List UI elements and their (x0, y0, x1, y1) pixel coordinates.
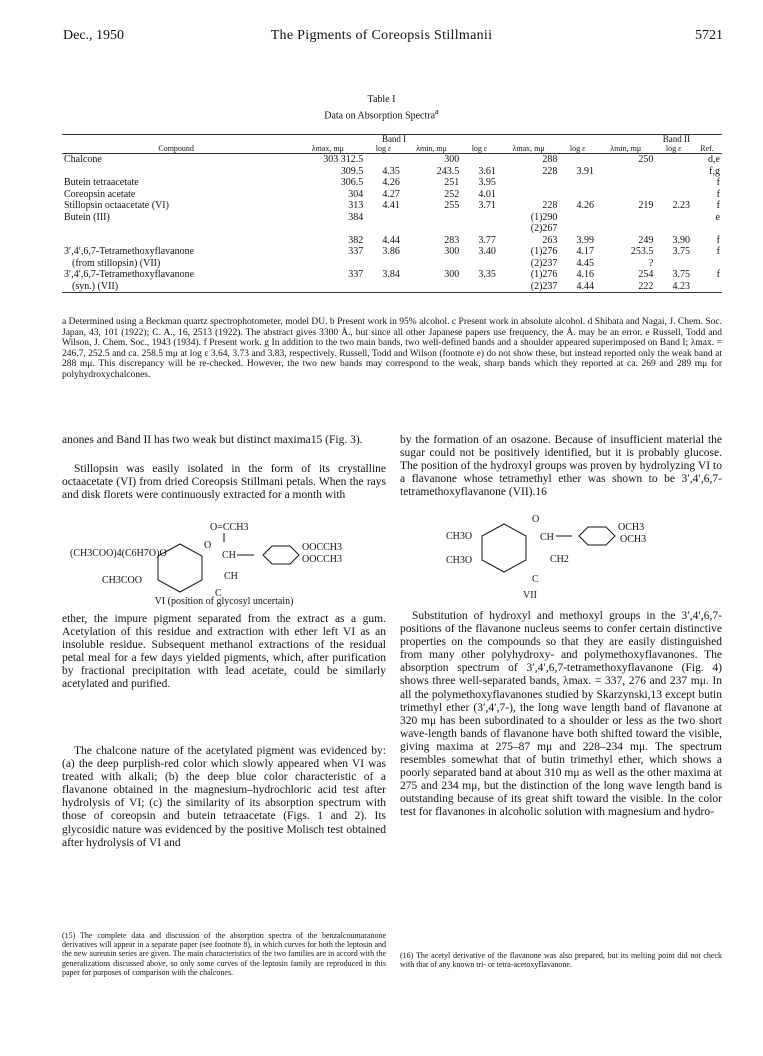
col-lmin-2: λmin, mμ (610, 144, 642, 153)
value-cell: (1)290 (530, 211, 558, 223)
left-paragraph-1: anones and Band II has two weak but distinct maxima15 (Fig. 3). (62, 434, 363, 446)
value-cell: 3.86 (382, 246, 400, 257)
value-cell: 2.23 (672, 200, 690, 211)
value-cell (655, 212, 692, 224)
value-cell: 304 (348, 188, 364, 200)
col-lmax-2: λmax, mμ (512, 144, 545, 153)
vi-label-acetoxy-left: CH3COO (102, 575, 143, 586)
value-cell (365, 154, 402, 166)
value-cell (655, 166, 692, 178)
structure-vii (440, 508, 720, 588)
col-loge-4: log ε (665, 144, 682, 153)
value-cell: f (716, 188, 720, 200)
value-cell (692, 281, 722, 293)
value-cell: 222 (638, 280, 654, 292)
vii-ring-b (579, 527, 615, 545)
value-cell: f (716, 177, 720, 188)
value-cell: 253.5 (630, 246, 654, 257)
value-cell: 382 (348, 234, 364, 246)
structure-vi (62, 520, 386, 600)
header-page-number: 5721 (695, 28, 723, 43)
value-cell: 303 312.5 (323, 154, 364, 165)
right-paragraph-1: by the formation of an osazone. Because of insufficient material the sugar could not be positively identified, but it is probably glucose. The position of the hydroxyl groups was proven by hydrolyzing VI to a flavanone whose tetramethyl ether was shown to be 3′,4′,6,7-tetramethoxyflavanone (VII).16 (400, 434, 722, 499)
vi-label-o-ring: O (204, 540, 212, 551)
left-paragraph-3: ether, the impure pigment separated from the extract as a gum. Acetylation of this residue and extraction with ether left VI as an insoluble residue. Subsequent methanol extractions of the residual petal meal for a few days yielded pigments, which, after purification by fractional precipitation with lead acetate, could be similarly acetylated and purified. (62, 613, 386, 691)
left-paragraph-4: The chalcone nature of the acetylated pigment was evidenced by: (a) the deep purplish-red color which slowly appeared when VI was treated with alkali; (b) the deep blue color characteristic of a flavanone obtained in the magnesium–hydrochloric acid test after hydrolysis of VI; (c) the similarity of its absorption spectrum with those of coreopsin and butein tetraacetate (Figs. 1 and 2). Its glycosidic nature was evidenced by the positive Molisch test obtained after hydrolysis of VI and (62, 745, 386, 849)
table-row (62, 235, 722, 247)
table-row (62, 258, 722, 270)
table-row (62, 166, 722, 178)
value-cell (559, 189, 596, 201)
table-row (62, 189, 722, 201)
footnote-16: (16) The acetyl derivative of the flavanone was also prepared, but its melting point did not check with that of any known tri- or tetra-acetoxyflavanone. (400, 951, 722, 970)
compound-cell (62, 223, 290, 235)
compound-cell: (from stillopsin) (VII) (72, 257, 161, 269)
value-cell: 3.90 (672, 234, 690, 246)
compound-cell: Butein (III) (64, 211, 110, 223)
value-cell (655, 189, 692, 201)
value-cell: 4.26 (382, 177, 400, 188)
value-cell: 249 (638, 234, 654, 246)
value-cell (559, 177, 596, 189)
value-cell: 3.99 (576, 234, 595, 246)
band1-header: Band I (381, 134, 407, 144)
value-cell: 255 (444, 200, 460, 211)
table-title: Data on Absorption Spectra$^a$ (324, 107, 439, 122)
vii-label-ch3o-1: CH3O (446, 531, 473, 542)
value-cell: 250 (638, 154, 654, 165)
vi-label-top: O=CCH3 (210, 522, 249, 533)
value-cell (655, 258, 692, 270)
value-cell: 3.75 (672, 246, 690, 257)
compound-cell (62, 166, 290, 178)
table-row (62, 212, 722, 224)
vi-label-ch-upper: CH (222, 550, 236, 561)
value-cell (498, 177, 560, 189)
value-cell: 300 (444, 246, 460, 257)
col-loge-2: log ε (471, 144, 488, 153)
value-cell (365, 223, 402, 235)
value-cell: f,g (709, 165, 720, 177)
left-paragraph-2: Stillopsin was easily isolated in the form of its crystalline octaacetate (VI) from dried Coreopsis Stillmani petals. When the rays and disk florets were continuously extracted for a month with (62, 463, 386, 502)
value-cell (402, 258, 461, 270)
value-cell (596, 177, 655, 189)
vi-label-ch-lower: CH (224, 571, 238, 582)
table-row (62, 269, 722, 281)
value-cell (559, 154, 596, 166)
value-cell: 283 (444, 234, 460, 246)
value-cell (290, 223, 365, 235)
value-cell (596, 223, 655, 235)
compound-cell: Butein tetraacetate (64, 177, 139, 188)
table-row (62, 246, 722, 258)
value-cell: 4.16 (576, 269, 595, 280)
col-lmin-1: λmin, mμ (416, 144, 447, 153)
vii-ring-a (482, 524, 526, 572)
value-cell (461, 154, 498, 166)
table-row (62, 200, 722, 212)
col-lmax-1: λmax, mμ (311, 144, 344, 153)
value-cell: 337 (348, 246, 364, 257)
value-cell: 4.45 (576, 257, 595, 269)
footnote-15: (15) The complete data and discussion of the absorption spectra of the benzalcoumaranone derivatives will appear in a separate paper (see footnote 8), in which curves for both the leptosin and the new aureusin series are given. The main characteristics of the two families are in accord with the generalizations discussed above, so only some curves of the leptosin family are reproduced in this paper for purposes of comparison with the chalcones. (62, 931, 386, 977)
vii-caption: VII (523, 590, 537, 601)
value-cell (692, 223, 722, 235)
vi-label-acetoxy-1: OOCCH3 (302, 542, 343, 553)
header-date: Dec., 1950 (63, 28, 125, 43)
compound-cell: 3′,4′,6,7-Tetramethoxyflavanone (64, 269, 195, 280)
value-cell: 4.23 (672, 280, 690, 292)
value-cell (596, 212, 655, 224)
value-cell: 3.71 (478, 200, 496, 211)
value-cell: 313 (348, 200, 364, 211)
value-cell: 4.41 (382, 200, 400, 211)
col-ref: Ref. (700, 144, 714, 153)
value-cell (559, 223, 596, 235)
value-cell: (2)237 (530, 257, 558, 269)
value-cell (402, 223, 461, 235)
header-title: The Pigments of Coreopsis Stillmanii (270, 28, 493, 43)
value-cell (655, 154, 692, 166)
value-cell: f (716, 200, 720, 211)
table-row (62, 154, 722, 166)
value-cell: 3.91 (576, 165, 595, 177)
value-cell: 219 (638, 200, 654, 211)
value-cell: (1)276 (530, 246, 558, 257)
value-cell (498, 189, 560, 201)
vii-label-o-ring: O (532, 514, 540, 525)
value-cell: 228 (542, 165, 558, 177)
right-paragraph-2: Substitution of hydroxyl and methoxyl groups in the 3′,4′,6,7-positions of the flavanone nucleus seems to confer certain distinctive properties on the compounds so that they are easily distinguished from many other polyhydroxy- and polymethoxyflavanones. The absorption spectrum of 3′,4′,6,7-tetramethoxyflavanone (Fig. 4) shows three well-separated bands, λmax. = 337, 276 and 237 mμ. In all the polymethoxyflavanones studied by Skarzynski,13 except butin trimethyl ether (3′,4′,7-), the long wave length band of flavanone at 320 mμ has been subordinated to a shoulder or less as the two short wave-length bands of flavanone have both shifted toward the visible, giving maxima at 275–87 mμ and 228–234 mμ. The spectrum resembles somewhat that of butin trimethyl ether, which shows a poorly separated band at about 310 mμ as well as the other maxima at 275 and 234 mμ, but the distinction of the long wave length band is outstanding because of its great shift toward the visible. In the color test for flavanones in alcoholic solution with magnesium and hydro- (400, 610, 722, 819)
value-cell: 252 (444, 188, 460, 200)
value-cell: 4.35 (382, 165, 400, 177)
value-cell: 4.27 (382, 188, 400, 200)
value-cell: 3.84 (382, 269, 400, 280)
col-loge-3: log ε (569, 144, 586, 153)
value-cell (402, 281, 461, 293)
compound-cell (62, 235, 290, 247)
table-label: Table I (367, 94, 396, 105)
vii-label-ch2: CH2 (550, 554, 569, 565)
value-cell (290, 281, 365, 293)
band2-header: Band II (662, 134, 690, 144)
value-cell: 337 (348, 269, 364, 280)
value-cell (596, 189, 655, 201)
value-cell (365, 212, 402, 224)
value-cell: (2)237 (530, 280, 558, 292)
value-cell (559, 212, 596, 224)
absorption-spectra-table (62, 134, 722, 293)
value-cell: 251 (444, 177, 460, 188)
col-compound: Compound (158, 144, 194, 153)
vii-label-och3-b: OCH3 (620, 534, 647, 545)
value-cell: 254 (638, 269, 654, 280)
value-cell: (2)267 (530, 223, 558, 234)
vi-label-c: C (215, 588, 222, 599)
compound-cell: Chalcone (64, 154, 102, 165)
value-cell: 309.5 (340, 165, 364, 177)
vii-label-c: C (532, 574, 539, 585)
value-cell: f (716, 234, 720, 246)
value-cell: ? (648, 257, 654, 269)
col-loge-1: log ε (375, 144, 392, 153)
value-cell (461, 258, 498, 270)
value-cell: 243.5 (436, 165, 460, 177)
vi-label-acetoxy-2: OOCCH3 (302, 554, 343, 565)
value-cell: 3.77 (478, 234, 496, 246)
vi-caption: VI (position of glycosyl uncertain) (154, 596, 294, 607)
value-cell: 3.75 (672, 269, 690, 280)
value-cell: 3.35 (478, 269, 496, 280)
value-cell: 4.17 (576, 246, 595, 257)
vii-label-och3-a: OCH3 (618, 522, 645, 533)
value-cell: 263 (542, 234, 558, 246)
compound-cell: Coreopsin acetate (64, 188, 136, 200)
value-cell (655, 223, 692, 235)
value-cell (365, 281, 402, 293)
vii-label-ch: CH (540, 532, 554, 543)
value-cell: f (716, 269, 720, 280)
value-cell: 300 (444, 154, 460, 165)
value-cell: 3.61 (478, 165, 496, 177)
vii-label-ch3o-2: CH3O (446, 555, 473, 566)
table-footnotes: a Determined using a Beckman quartz spectrophotometer, model DU. b Present work in 95% alcohol. c Present work in absolute alcohol. d Shibata and Nagai, J. Chem. Soc. Japan, 43, 101 (1922); C. A., 16, 2513 (1922). The abstract gives 3300 Å., but since all other Japanese papers use frequency, the Å. may be an error. e Russell, Todd and Wilson, J. Chem. Soc., 1943 (1934). f Present work. g In addition to the two main bands, two well-defined bands and a shoulder appeared superimposed on Band I; λmax. = 246.7, 252.5 and ca. 258.5 mμ at log ε 3.64, 3.73 and 3.83, respectively. Russell, Todd and Wilson (footnote e) do not show these, but instead reported only the weak band at 288 mμ. This discrepancy will be re-checked. However, the two new bands may correspond to the weak, sharp bands which they reported at ca. 269 and 289 mμ for polyhydroxychalcones. (62, 317, 722, 380)
table-row (62, 177, 722, 189)
value-cell: 4.26 (576, 200, 595, 211)
value-cell: 4.01 (478, 188, 496, 200)
value-cell: 288 (542, 154, 558, 165)
compound-cell: 3′,4′,6,7-Tetramethoxyflavanone (64, 246, 195, 257)
value-cell: 228 (542, 200, 558, 211)
value-cell: f (716, 246, 720, 257)
table-row (62, 281, 722, 293)
value-cell (461, 212, 498, 224)
value-cell (461, 281, 498, 293)
value-cell (596, 166, 655, 178)
value-cell (365, 258, 402, 270)
value-cell: 3.40 (478, 246, 496, 257)
value-cell (655, 177, 692, 189)
value-cell: 4.44 (576, 280, 595, 292)
value-cell: 4.44 (382, 234, 400, 246)
table-row (62, 223, 722, 235)
value-cell: 306.5 (340, 177, 364, 188)
vi-ring-b (263, 546, 299, 564)
compound-cell: (syn.) (VII) (72, 280, 119, 292)
value-cell: 384 (348, 211, 364, 223)
compound-cell: Stillopsin octaacetate (VI) (64, 200, 169, 211)
value-cell: (1)276 (530, 269, 558, 280)
value-cell (692, 258, 722, 270)
value-cell: 3.95 (478, 177, 496, 188)
value-cell: 300 (444, 269, 460, 280)
vi-label-left: (CH3COO)4(C6H7O)O (70, 548, 167, 559)
value-cell: e (715, 211, 720, 223)
value-cell (290, 258, 365, 270)
value-cell: d,e (708, 154, 720, 165)
value-cell (402, 212, 461, 224)
value-cell (461, 223, 498, 235)
